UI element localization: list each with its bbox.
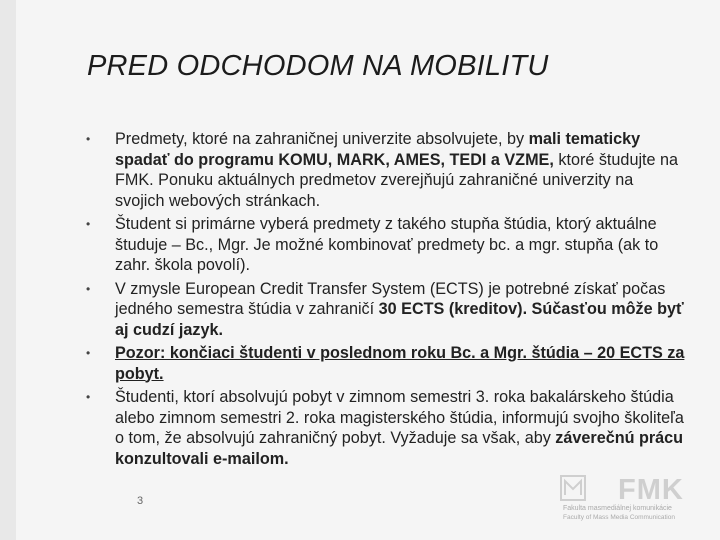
- item-text-bold: záverečnú prácu konzultovali e-mailom.: [115, 429, 684, 468]
- item-text: ktoré študujte na FMK. Ponuku aktuálnych predmetov zverejňujú zahraničné univerzity na svojich webových stránkach.: [115, 150, 679, 210]
- item-text: V zmysle European Credit Transfer System (ECTS) je potrebné získať počas jedného semestra štúdia v zahraničí: [115, 279, 666, 318]
- logo-subtitle-en: Faculty of Mass Media Communication: [563, 514, 675, 521]
- logo-subtitle-sk: Fakulta masmediálnej komunikácie: [563, 505, 672, 512]
- fmk-logo-mark-icon: [560, 475, 586, 501]
- bullet-icon: •: [86, 346, 91, 360]
- item-text: Predmety, ktoré na zahraničnej univerzite absolvujete, by: [115, 130, 529, 148]
- bullet-list: [86, 129, 686, 472]
- item-text-bold-underlined: Pozor: končiaci študenti v poslednom roku Bc. a Mgr. štúdia – 20 ECTS za pobyt.: [115, 344, 685, 383]
- bullet-icon: •: [86, 217, 91, 231]
- list-item: [86, 279, 686, 341]
- list-item: [86, 129, 686, 211]
- item-text: Študenti, ktorí absolvujú pobyt v zimnom semestri 3. roka bakalárskeho štúdia alebo zimnom semestri 2. roka magisterského štúdia, informujú svojho školiteľa o tom, že absolvujú zahraničný pobyt. Vyžaduje sa však, aby: [115, 388, 684, 447]
- list-item: [86, 343, 686, 384]
- bullet-icon: •: [86, 132, 91, 146]
- logo-name: FMK: [618, 474, 684, 506]
- list-item: [86, 387, 686, 469]
- list-item: [86, 214, 686, 276]
- item-text-bold: mali tematicky spadať do programu KOMU, MARK, AMES, TEDI a VZME,: [115, 130, 641, 169]
- item-text: Študent si primárne vyberá predmety z takého stupňa štúdia, ktorý aktuálne študuje – Bc., Mgr. Je možné kombinovať predmety bc. a mgr. stupňa (ak to zahr. škola povolí).: [115, 215, 659, 274]
- bullet-icon: •: [86, 281, 91, 296]
- left-decoration-strip: [0, 0, 16, 540]
- bullet-icon: •: [86, 390, 91, 404]
- item-text-bold: 30 ECTS (kreditov). Súčasťou môže byť aj cudzí jazyk.: [115, 300, 684, 339]
- slide-title: PRED ODCHODOM NA MOBILITU: [87, 50, 549, 82]
- page-number: 3: [137, 495, 144, 507]
